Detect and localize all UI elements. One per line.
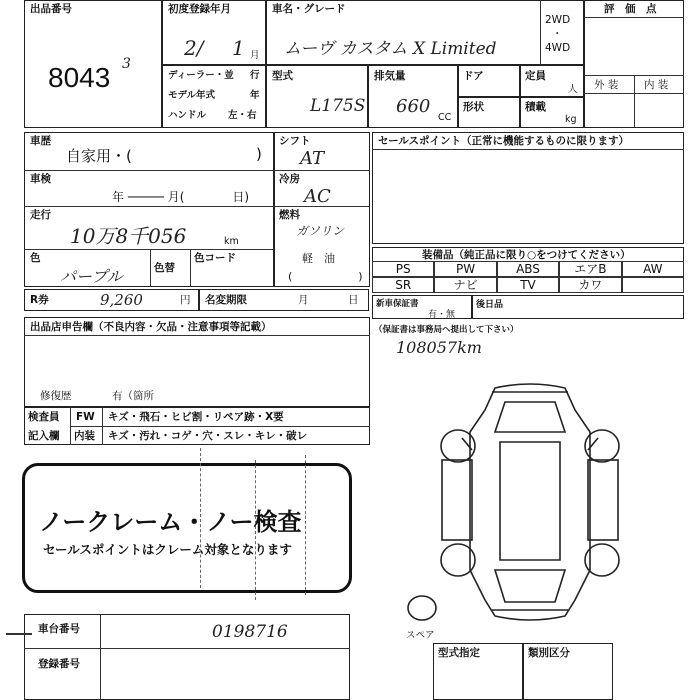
car-name-label: 車名・グレード xyxy=(272,3,346,15)
load-label: 積載 xyxy=(525,101,546,113)
chassis-label: 車台番号 xyxy=(38,623,80,635)
drive-2wd: 2WD xyxy=(545,14,571,26)
checker-label-2: 記入欄 xyxy=(28,430,60,442)
rating-label: 評 価 点 xyxy=(604,3,657,15)
history-label: 車歴 xyxy=(30,135,51,147)
model-year-unit: 年 xyxy=(250,90,260,101)
declaration-label: 出品店申告欄（不良内容・欠品・注意事項等記載） xyxy=(30,321,272,333)
first-registration-month-unit: 月 xyxy=(250,50,260,61)
recycle-label: R券 xyxy=(30,294,49,306)
equipment-item: TV xyxy=(497,277,559,293)
shape-label: 形状 xyxy=(463,101,484,113)
dealer-unit: 行 xyxy=(250,70,260,81)
car-damage-diagram xyxy=(400,380,660,630)
mileage-unit: km xyxy=(224,236,239,247)
name-change-label: 名変期限 xyxy=(205,294,247,306)
inspection-text: 年 ───── 月( 日) xyxy=(112,190,250,204)
displacement-label: 排気量 xyxy=(374,70,406,82)
drive-4wd: 4WD xyxy=(545,42,571,54)
mileage-value: 10万8千056 xyxy=(70,224,187,248)
lot-number-mark: 3 xyxy=(122,56,131,72)
mileage-label: 走行 xyxy=(30,209,51,221)
model-type-label: 型式 xyxy=(272,70,293,82)
equipment-item: PW xyxy=(434,261,496,277)
fuel-diesel: 軽 油 xyxy=(302,252,335,265)
drive-separator: ・ xyxy=(552,28,563,40)
warranty-label: 新車保証書 xyxy=(376,299,419,309)
load-unit: kg xyxy=(565,114,577,125)
aircon-value: AC xyxy=(304,186,331,207)
checker-interior-text: キズ・汚れ・コゲ・穴・スレ・キレ・破レ xyxy=(108,430,308,442)
displacement-unit: CC xyxy=(438,112,452,123)
shift-label: シフト xyxy=(279,135,311,147)
color-label: 色 xyxy=(30,252,41,264)
color-value: パープル xyxy=(60,267,123,286)
history-value: 自家用・( xyxy=(66,147,132,165)
equipment-item: ナビ xyxy=(434,277,496,293)
checker-label-1: 検査員 xyxy=(28,411,60,423)
notice-box xyxy=(22,463,352,593)
lot-number-label: 出品番号 xyxy=(30,3,72,15)
capacity-unit: 人 xyxy=(568,84,578,95)
repair-label: 修復歴 xyxy=(40,390,72,402)
equipment-item: エアB xyxy=(559,261,621,277)
rating-interior: 内 装 xyxy=(644,79,669,91)
fuel-label: 燃料 xyxy=(279,209,300,221)
recycle-value: 9,260 xyxy=(100,291,143,309)
color-change-label: 色替 xyxy=(154,262,175,274)
equipment-item: SR xyxy=(372,277,434,293)
checker-interior: 内装 xyxy=(74,430,95,442)
equipment-label: 装備品（純正品に限り○をつけてください） xyxy=(422,249,631,261)
lot-number-value: 8043 xyxy=(48,62,111,93)
first-registration-label: 初度登録年月 xyxy=(168,3,231,15)
handle-label: ハンドル xyxy=(168,110,207,121)
type-spec-label: 型式指定 xyxy=(438,647,480,659)
checker-fw-text: キズ・飛石・ヒビ割・リペア跡・X要 xyxy=(108,411,284,423)
color-code-label: 色コード xyxy=(194,252,236,264)
equipment-item xyxy=(622,277,684,293)
first-registration-month: 1 xyxy=(232,36,245,60)
name-change-day: 日 xyxy=(348,294,359,306)
repair-value: 有（箇所 xyxy=(112,390,154,402)
sales-point-label: セールスポイント（正常に機能するものに限ります） xyxy=(378,135,630,147)
equipment-item: PS xyxy=(372,261,434,277)
last-day-box xyxy=(472,295,684,319)
warranty-note: （保証書は事務局へ提出して下さい） xyxy=(374,325,519,335)
handle-value: 左・右 xyxy=(228,110,257,121)
notice-title: ノークレーム・ノー検査 xyxy=(39,508,302,536)
warranty-mileage-note: 108057km xyxy=(396,338,482,357)
door-label: ドア xyxy=(463,70,484,82)
equipment-item: ABS xyxy=(497,261,559,277)
class-div-label: 類別区分 xyxy=(528,647,570,659)
inspection-label: 車検 xyxy=(30,173,51,185)
chassis-value: 0198716 xyxy=(212,622,288,642)
recycle-unit: 円 xyxy=(180,294,191,306)
notice-subtitle: セールスポイントはクレーム対象となります xyxy=(43,542,292,557)
last-day-label: 後日品 xyxy=(476,300,504,310)
spare-label: スペア xyxy=(406,630,435,641)
dealer-label: ディーラー・並 xyxy=(168,70,234,81)
car-name-value: ムーヴ カスタム X Limited xyxy=(284,39,497,59)
model-year-label: モデル年式 xyxy=(168,90,216,101)
displacement-value: 660 xyxy=(396,96,431,117)
equipment-item: カワ xyxy=(559,277,621,293)
rating-exterior: 外 装 xyxy=(594,79,619,91)
history-close: ) xyxy=(256,145,262,163)
model-type-value: L175S xyxy=(310,96,366,116)
fuel-value: ガソリン xyxy=(296,224,345,238)
name-change-month: 月 xyxy=(298,294,309,306)
aircon-label: 冷房 xyxy=(279,173,300,185)
warranty-value: 有・無 xyxy=(428,310,456,320)
capacity-label: 定員 xyxy=(525,70,546,82)
registration-label: 登録番号 xyxy=(38,658,80,670)
equipment-item: AW xyxy=(622,261,684,277)
fuel-paren: ( ) xyxy=(288,270,363,283)
equipment-grid xyxy=(372,261,684,293)
shift-value: AT xyxy=(300,148,325,169)
checker-fw: FW xyxy=(76,411,95,423)
first-registration-year: 2/ xyxy=(184,36,204,60)
